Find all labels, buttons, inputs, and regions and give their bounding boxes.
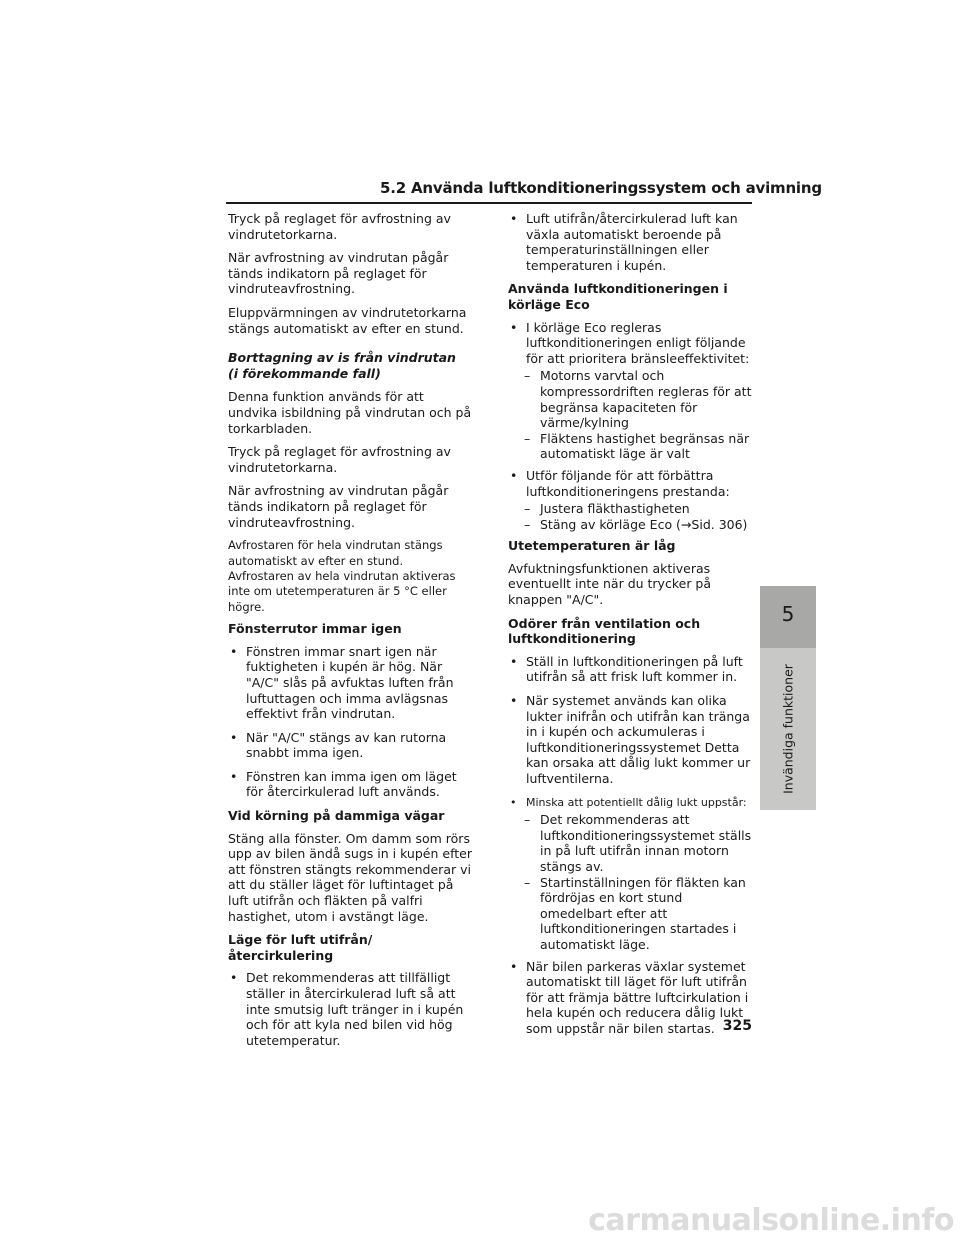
list-item: • Luft utifrån/återcirkulerad luft kan växla automatiskt beroende på temperaturinställningen eller temperaturen i kupén.: [508, 211, 752, 273]
paragraph: Eluppvärmningen av vindrutetorkarna stängs automatiskt av efter en stund.: [228, 304, 467, 336]
eco-heading: Använda luftkonditioneringen i körläge Eco: [508, 281, 728, 312]
paragraph: Tryck på reglaget för avfrostning av vindrutetorkarna.: [228, 211, 451, 242]
page-number: 325: [722, 1018, 752, 1034]
list-item: • Minska att potentiellt dålig lukt uppstår:: [508, 795, 752, 811]
section-header: 5.2 Använda luftkonditioneringssystem och avimning: [380, 179, 822, 197]
list-item: • När systemet används kan olika lukter inifrån och utifrån kan tränga in i kupén och ackumuleras i luftkonditioneringssystemet Detta kan orsaka att dålig lukt kommer ur luftventilerna.: [508, 693, 752, 787]
dash-item: – Det rekommenderas att luftkonditioneringssystemet ställs in på luft utifrån innan motorn stängs av.: [508, 812, 752, 874]
right-column: [508, 211, 752, 1045]
ice-heading-line1: Borttagning av is från vindrutan: [228, 350, 456, 366]
list-item: • I körläge Eco regleras luftkonditioneringen enligt följande för att prioritera bränsleeffektivitet:: [508, 320, 752, 367]
dash-item: – Justera fläkthastigheten: [508, 501, 752, 517]
ice-removal-heading: [228, 350, 472, 381]
low-temp-heading: Utetemperaturen är låg: [508, 538, 676, 554]
dash-item: – Fläktens hastighet begränsas när automatiskt läge är valt: [508, 431, 752, 462]
dash-list: [508, 501, 752, 532]
left-column: [228, 211, 472, 1056]
list-item: • När "A/C" stängs av kan rutorna snabbt imma igen.: [228, 730, 472, 761]
paragraph: När avfrostning av vindrutan pågår tänds indikatorn på reglaget för vindruteavfrostning.: [228, 250, 449, 297]
dash-item: – Stäng av körläge Eco (→Sid. 306): [508, 517, 752, 533]
dash-list: [508, 812, 752, 952]
list-item: • Ställ in luftkonditioneringen på luft utifrån så att frisk luft kommer in.: [508, 654, 752, 685]
header-divider: [226, 202, 752, 204]
note-text: Avfrostaren för hela vindrutan stängs automatiskt av efter en stund. Avfrostaren av hela vindrutan aktiveras inte om utetemperaturen är 5 °C eller högre.: [228, 538, 456, 614]
list-item: • Det rekommenderas att tillfälligt ställer in återcirkulerad luft så att inte smutsig luft tränger in i kupén och för att kyla ned bilen vid hög utetemperatur.: [228, 970, 472, 1048]
chapter-number: 5: [781, 602, 795, 626]
paragraph: Stäng alla fönster. Om damm som rörs upp av bilen ändå sugs in i kupén efter att fönstren stängts rekommenderar vi att du ställer läget för luftintaget på luft utifrån och fläkten på valfri hastighet, utom i avstängt läge.: [228, 830, 472, 924]
ice-heading-line2: (i förekommande fall): [228, 365, 381, 381]
paragraph: Tryck på reglaget för avfrostning av vindrutetorkarna.: [228, 444, 451, 475]
watermark: carmanualsonline.info: [588, 1203, 954, 1238]
list-item: • När bilen parkeras växlar systemet automatiskt till läget för luft utifrån för att främja bättre luftcirkulation i hela kupén och reducera dålig lukt som uppstår när bilen startas.: [508, 959, 752, 1037]
odor-heading: Odörer från ventilation och luftkonditionering: [508, 615, 701, 647]
list-item: • Fönstren kan imma igen om läget för återcirkulerad luft används.: [228, 769, 472, 800]
list-item: • Fönstren immar snart igen när fuktigheten i kupén är hög. När "A/C" slås på avfuktas luften från luftuttagen och imma avlägsnas effektivt från vindrutan.: [228, 644, 472, 722]
chapter-label: Invändiga funktioner: [780, 664, 796, 794]
dash-item: – Motorns varvtal och kompressordriften regleras för att begränsa kapaciteten för värme/kylning: [508, 368, 752, 430]
list-item: • Utför följande för att förbättra luftkonditioneringens prestanda:: [508, 468, 752, 499]
paragraph: Denna funktion används för att undvika isbildning på vindrutan och på torkarbladen.: [228, 389, 472, 436]
dust-heading: Vid körning på dammiga vägar: [228, 808, 445, 824]
paragraph: Avfuktningsfunktionen aktiveras eventuellt inte när du trycker på knappen "A/C".: [508, 560, 712, 608]
paragraph: När avfrostning av vindrutan pågår tänds indikatorn på reglaget för vindruteavfrostning.: [228, 483, 449, 530]
dash-list: [508, 368, 752, 462]
air-mode-heading: Läge för luft utifrån/återcirkulering: [228, 932, 373, 963]
fog-heading: Fönsterrutor immar igen: [228, 621, 402, 637]
dash-item: – Startinställningen för fläkten kan fördröjas en kort stund omedelbart efter att luftkonditioneringen startades i automatiskt läge.: [508, 875, 752, 953]
